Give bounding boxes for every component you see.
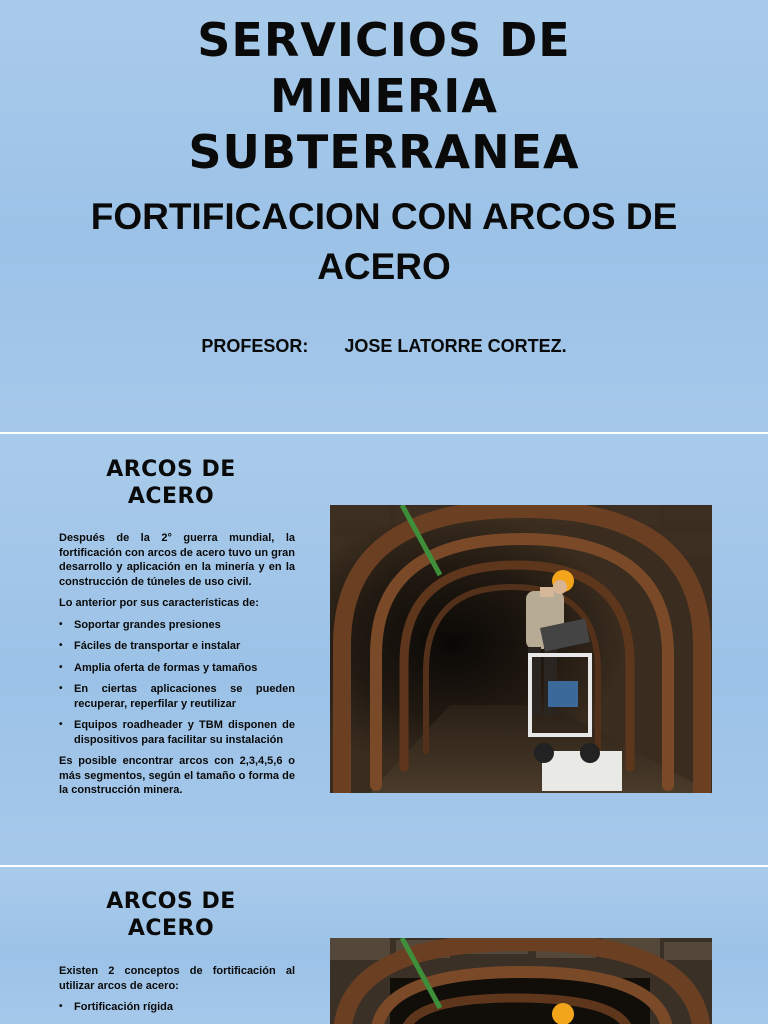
content-slide-conceptos: [0, 867, 768, 1024]
professor-label: PROFESOR:: [201, 336, 309, 356]
slide-heading: [60, 456, 282, 510]
list-item: [59, 661, 295, 676]
bullet-icon: •: [59, 640, 63, 651]
subtitle-line-2: ACERO: [317, 246, 451, 287]
intro-paragraph: Existen 2 conceptos de fortificación al utilizar arcos de acero:: [59, 965, 295, 992]
bullet-icon: •: [59, 618, 63, 630]
characteristics-list: [59, 618, 295, 748]
professor-credit: [0, 336, 768, 357]
main-title-line-2: MINERIA: [270, 69, 498, 123]
list-item-text: Equipos roadheader y TBM disponen de dispositivos para facilitar su instalación: [74, 719, 295, 746]
tunnel-photo: [330, 505, 712, 793]
list-item-text: Soportar grandes presiones: [74, 618, 221, 631]
intro-paragraph: Después de la 2° guerra mundial, la fortificación con arcos de acero tuvo un gran desarrollo y aplicación en la minería y en la construcción de túneles de uso civil.: [59, 532, 295, 588]
slide-heading-line-2: ACERO: [127, 916, 215, 941]
concepts-list: [59, 1000, 295, 1015]
tunnel-illustration: [330, 505, 712, 793]
list-item: [59, 618, 295, 633]
closing-paragraph: Es posible encontrar arcos con 2,3,4,5,6 o más segmentos, según el tamaño o forma de la construcción minera.: [59, 755, 295, 796]
lead-paragraph: Lo anterior por sus características de:: [59, 597, 259, 609]
subtitle: [40, 192, 728, 292]
bullet-icon: •: [59, 1001, 63, 1012]
bullet-icon: •: [59, 683, 63, 694]
bullet-icon: •: [59, 719, 63, 730]
list-item: [59, 682, 295, 711]
slide-body: [59, 531, 295, 805]
slide-heading-line-1: ARCOS DE: [106, 889, 236, 914]
content-slide-arcos: [0, 434, 768, 865]
professor-name: JOSE LATORRE CORTEZ.: [344, 336, 567, 356]
list-item-text: Fortificación rígida: [74, 1001, 174, 1013]
main-title-line-1: SERVICIOS DE: [197, 13, 571, 67]
list-item-text: Fáciles de transportar e instalar: [74, 640, 241, 652]
list-item: [59, 1000, 295, 1015]
list-item-text: En ciertas aplicaciones se pueden recuperar, reperfilar y reutilizar: [74, 683, 295, 710]
slide-body: [59, 964, 295, 1022]
tunnel-photo: [330, 938, 712, 1024]
bullet-icon: •: [59, 661, 63, 673]
slide-heading: [60, 888, 282, 942]
slide-heading-line-2: ACERO: [127, 484, 215, 509]
subtitle-line-1: FORTIFICACION CON ARCOS DE: [90, 196, 678, 237]
main-title-line-3: SUBTERRANEA: [188, 125, 580, 179]
main-title: [0, 12, 768, 180]
list-item-text: Amplia oferta de formas y tamaños: [74, 661, 258, 674]
list-item: [59, 718, 295, 747]
slide-heading-line-1: ARCOS DE: [106, 457, 236, 482]
list-item: [59, 639, 295, 654]
title-slide: [0, 0, 768, 432]
tunnel-illustration: [330, 938, 712, 1024]
